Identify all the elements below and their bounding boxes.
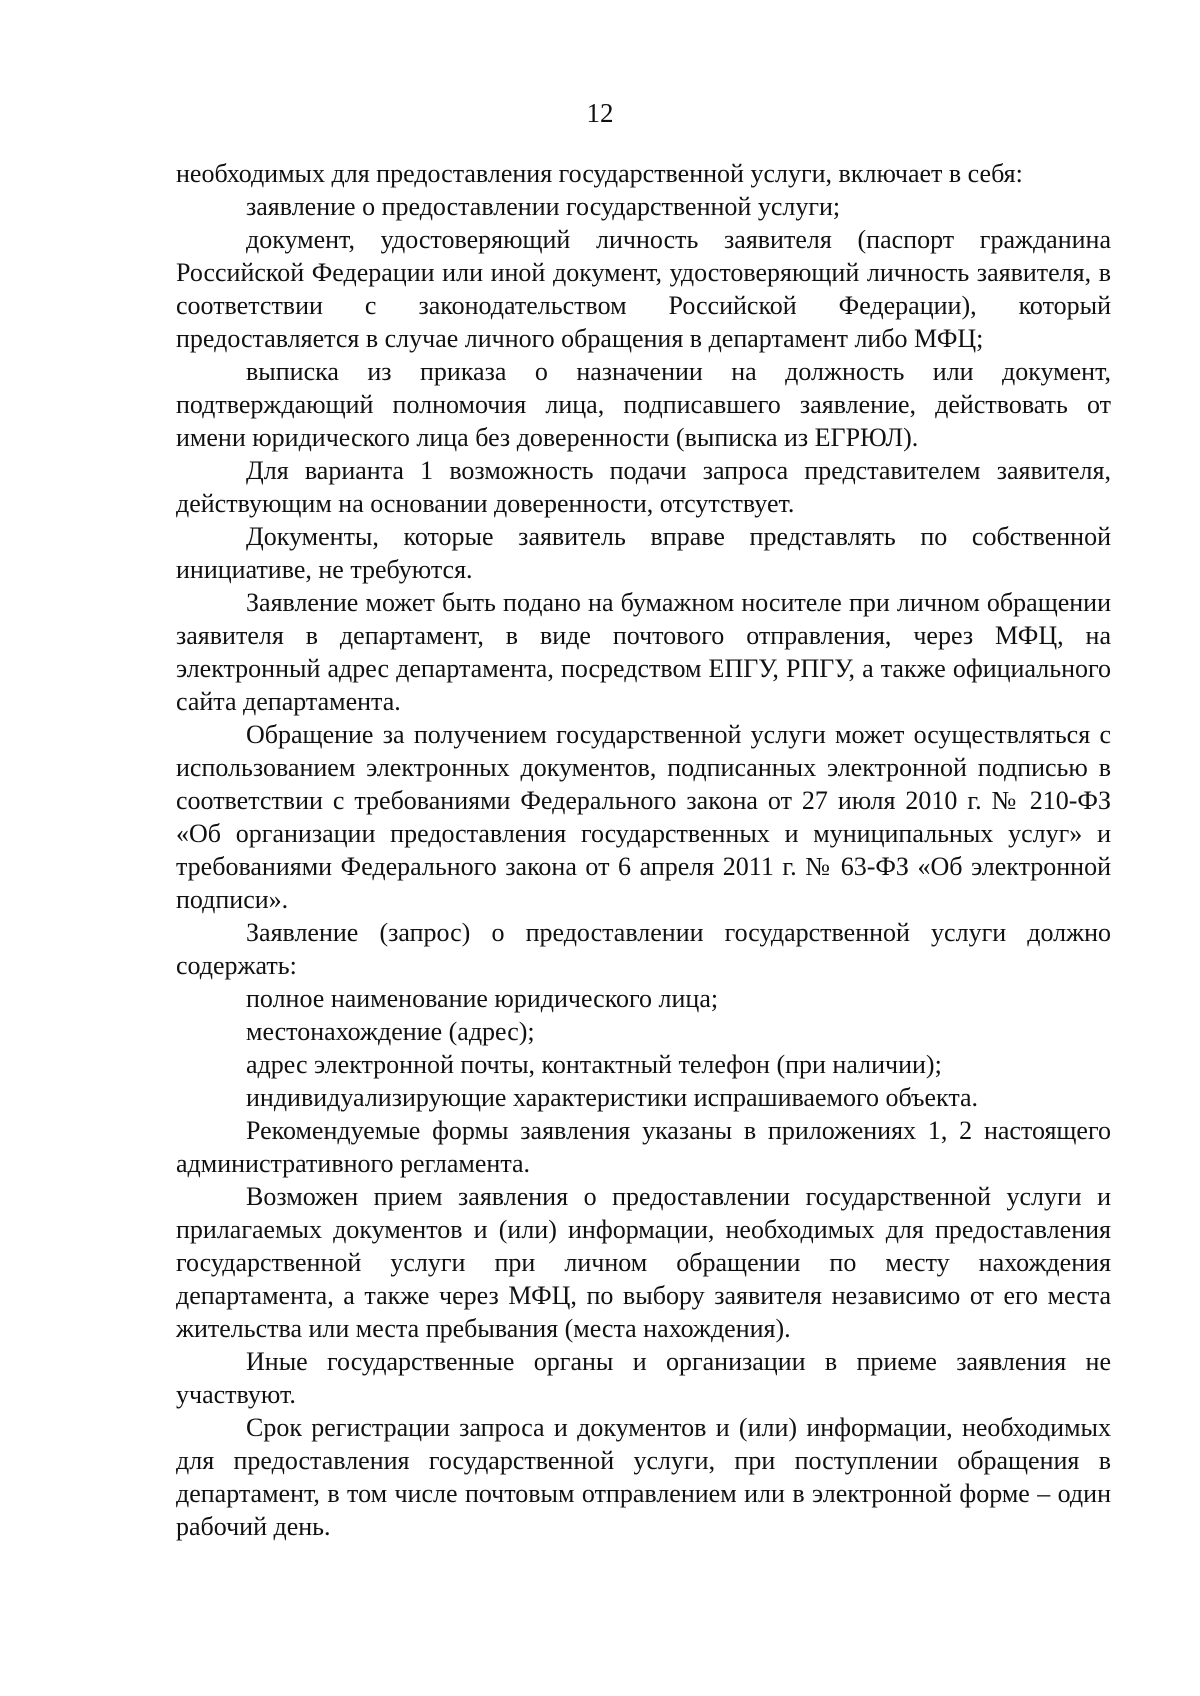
list-item-order-extract: выписка из приказа о назначении на должность или документ, подтверждающий полномочия лица, подписавшего заявление, действовать от имени юридического лица без доверенности (выписка из ЕГРЮЛ). <box>176 357 1111 452</box>
paragraph-recommended-forms: Рекомендуемые формы заявления указаны в приложениях 1, 2 настоящего административного регламента. <box>176 1116 1111 1178</box>
document-body <box>176 157 1111 1543</box>
paragraph-continuation: необходимых для предоставления государственной услуги, включает в себя: <box>176 159 1023 188</box>
list-item-object-characteristics: индивидуализирующие характеристики испрашиваемого объекта. <box>246 1083 979 1112</box>
paragraph-own-initiative-docs: Документы, которые заявитель вправе представлять по собственной инициативе, не требуются. <box>176 522 1111 584</box>
list-item-contacts: адрес электронной почты, контактный телефон (при наличии); <box>246 1050 942 1079</box>
paragraph-reception-options: Возможен прием заявления о предоставлении государственной услуги и прилагаемых документов и (или) информации, необходимых для предоставления государственной услуги при личном обращении по месту нахождения департамента, а также через МФЦ, по выбору заявителя независимо от его места жительства или места пребывания (места нахождения). <box>176 1182 1111 1343</box>
paragraph-other-organizations: Иные государственные органы и организации в приеме заявления не участвуют. <box>176 1347 1111 1409</box>
paragraph-variant-1: Для варианта 1 возможность подачи запроса представителем заявителя, действующим на основании доверенности, отсутствует. <box>176 456 1111 518</box>
paragraph-registration-deadline: Срок регистрации запроса и документов и (или) информации, необходимых для предоставления государственной услуги, при поступлении обращения в департамент, в том числе почтовым отправлением или в электронной форме – один рабочий день. <box>176 1413 1111 1541</box>
list-item-location: местонахождение (адрес); <box>246 1017 535 1046</box>
paragraph-application-contents: Заявление (запрос) о предоставлении государственной услуги должно содержать: <box>176 918 1111 980</box>
list-item-identity-document: документ, удостоверяющий личность заявителя (паспорт гражданина Российской Федерации или иной документ, удостоверяющий личность заявителя, в соответствии с законодательством Российской Федерации), который предоставляется в случае личного обращения в департамент либо МФЦ; <box>176 225 1111 353</box>
list-item-application: заявление о предоставлении государственной услуги; <box>246 192 841 221</box>
page-number: 12 <box>586 98 614 128</box>
list-item-full-name: полное наименование юридического лица; <box>246 984 719 1013</box>
paragraph-electronic-documents: Обращение за получением государственной услуги может осуществляться с использованием электронных документов, подписанных электронной подписью в соответствии с требованиями Федерального закона от 27 июля 2010 г. № 210-ФЗ «Об организации предоставления государственных и муниципальных услуг» и требованиями Федерального закона от 6 апреля 2011 г. № 63-ФЗ «Об электронной подписи». <box>176 720 1111 914</box>
paragraph-submission-methods: Заявление может быть подано на бумажном носителе при личном обращении заявителя в департамент, в виде почтового отправления, через МФЦ, на электронный адрес департамента, посредством ЕПГУ, РПГУ, а также официального сайта департамента. <box>176 588 1111 716</box>
